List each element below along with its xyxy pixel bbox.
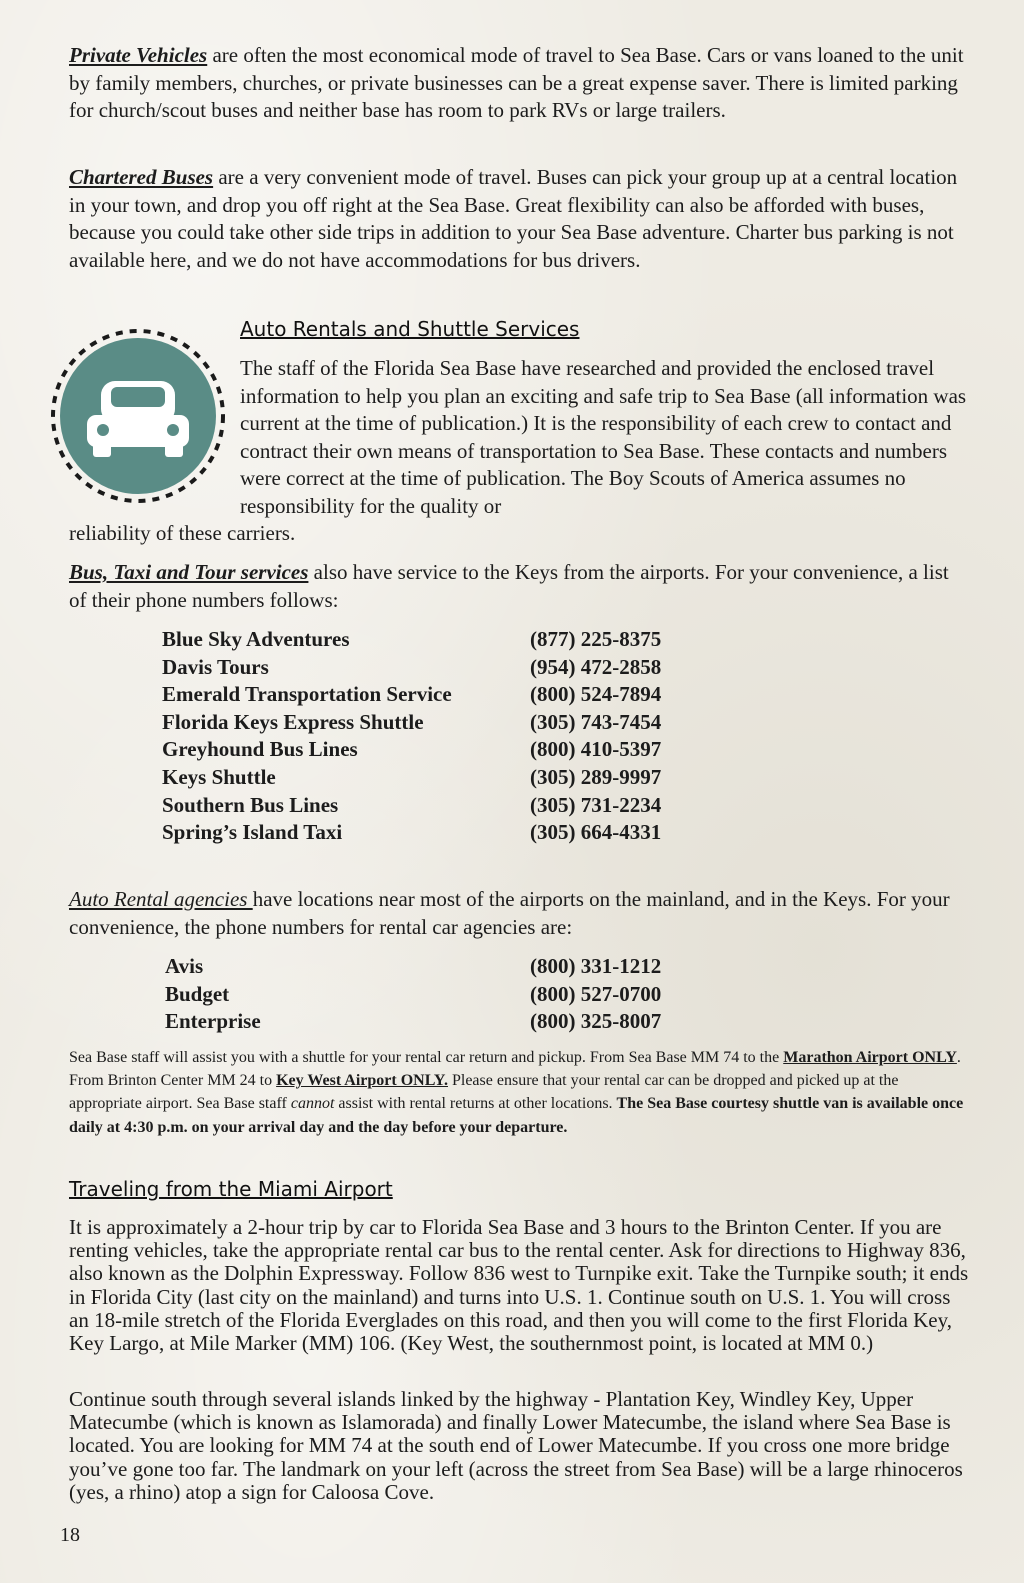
auto-rentals-paragraph: The staff of the Florida Sea Base have researched and provided the enclosed travel information to help you plan an exciting and safe trip to Sea Base (all information was current at the time of publication.) It is the responsibility of each crew to contact and contract their own means of transportation to Sea Base. These contacts and numbers were correct at the time of publication. The Boy Scouts of America assumes no responsibility for the quality or: [240, 356, 967, 518]
contact-name: Davis Tours: [162, 654, 269, 679]
auto-rental-agencies-lead: Auto Rental agencies: [69, 887, 253, 911]
bus-taxi-contact-list: [162, 626, 722, 847]
contact-name: Emerald Transportation Service: [162, 682, 452, 707]
shuttle-note-text: . From Brinton Center MM 24 to: [69, 1049, 961, 1090]
agency-phone: (800) 325-8007: [530, 1009, 662, 1034]
contact-phone: (954) 472-2858: [530, 654, 662, 679]
contact-name: Southern Bus Lines: [162, 792, 339, 817]
miami-heading: Traveling from the Miami Airport: [69, 1177, 393, 1201]
rental-agency-list: [165, 953, 725, 1036]
agency-row: [165, 981, 725, 1009]
auto-rentals-paragraph-end: reliability of these carriers.: [69, 521, 296, 545]
contact-phone: (800) 410-5397: [530, 737, 662, 762]
contact-row: [162, 819, 722, 847]
private-vehicles-paragraph: [69, 42, 969, 125]
bus-taxi-lead: Bus, Taxi and Tour services: [69, 560, 309, 584]
contact-phone: (305) 289-9997: [530, 764, 662, 789]
shuttle-note: [69, 1046, 964, 1139]
bus-taxi-paragraph: [69, 559, 969, 614]
contact-phone: (800) 524-7894: [530, 682, 662, 707]
agency-name: Enterprise: [165, 1009, 261, 1034]
private-vehicles-text: are often the most economical mode of travel to Sea Base. Cars or vans loaned to the unit by family members, churches, or private businesses can be a great expense saver. There is limited parking for church/scout buses and neither base has room to park RVs or large trailers.: [69, 43, 964, 123]
contact-row: [162, 654, 722, 682]
contact-row: [162, 626, 722, 654]
agency-row: [165, 953, 725, 981]
contact-row: [162, 681, 722, 709]
auto-rental-agencies-paragraph: [69, 886, 969, 941]
contact-phone: (305) 731-2234: [530, 792, 662, 817]
contact-row: [162, 792, 722, 820]
contact-name: Spring’s Island Taxi: [162, 820, 343, 845]
agency-row: [165, 1008, 725, 1036]
page-number: 18: [60, 1524, 80, 1546]
contact-name: Blue Sky Adventures: [162, 627, 350, 651]
chartered-buses-paragraph: [69, 164, 969, 274]
auto-rentals-heading: Auto Rentals and Shuttle Services: [240, 317, 580, 341]
cannot-emphasis: cannot: [290, 1095, 335, 1113]
chartered-buses-lead: Chartered Buses: [69, 165, 214, 189]
key-west-airport-label: Key West Airport ONLY.: [276, 1072, 448, 1090]
agency-phone: (800) 527-0700: [530, 981, 662, 1006]
shuttle-note-text: Sea Base staff will assist you with a shuttle for your rental car return and pickup. From Sea Base MM 74 to the: [69, 1049, 784, 1066]
contact-name: Florida Keys Express Shuttle: [162, 709, 424, 734]
contact-row: [162, 736, 722, 764]
private-vehicles-lead: Private Vehicles: [69, 43, 208, 67]
agency-phone: (800) 331-1212: [530, 954, 662, 978]
miami-directions-paragraph-2: Continue south through several islands linked by the highway - Plantation Key, Windley Key, Upper Matecumbe (which is known as Islamorada) and finally Lower Matecumbe, the island where Sea Base is located. You are looking for MM 74 at the south end of Lower Matecumbe. If you cross one more bridge you’ve gone too far. The landmark on your left (across the street from Sea Base) will be a large rhinoceros (yes, a rhino) atop a sign for Caloosa Cove.: [69, 1387, 963, 1504]
car-icon: [45, 323, 231, 509]
contact-phone: (305) 743-7454: [530, 709, 662, 734]
shuttle-note-text: assist with rental returns at other locations.: [334, 1095, 617, 1113]
contact-name: Keys Shuttle: [162, 764, 276, 789]
chartered-buses-text: are a very convenient mode of travel. Buses can pick your group up at a central location in your town, and drop you off right at the Sea Base. Great flexibility can also be afforded with buses, because you could take other side trips in addition to your Sea Base adventure. Charter bus parking is not available here, and we do not have accommodations for bus drivers.: [69, 165, 958, 272]
contact-row: [162, 709, 722, 737]
contact-row: [162, 764, 722, 792]
agency-name: Avis: [165, 954, 204, 978]
auto-rental-agencies-text: have locations near most of the airports on the mainland, and in the Keys. For your convenience, the phone numbers for rental car agencies are:: [69, 887, 950, 939]
shuttle-note-text: Please ensure that your rental car can be dropped and picked up at the appropriate airport. Sea Base staff: [69, 1072, 899, 1113]
contact-phone: (877) 225-8375: [530, 627, 662, 651]
marathon-airport-label: Marathon Airport ONLY: [783, 1049, 957, 1066]
contact-phone: (305) 664-4331: [530, 820, 662, 845]
contact-name: Greyhound Bus Lines: [162, 737, 358, 762]
bus-taxi-text: also have service to the Keys from the airports. For your convenience, a list of their phone numbers follows:: [69, 560, 949, 612]
agency-name: Budget: [165, 981, 230, 1006]
miami-directions-paragraph-1: It is approximately a 2-hour trip by car to Florida Sea Base and 3 hours to the Brinton Center. If you are renting vehicles, take the appropriate rental car bus to the rental center. Ask for directions to Highway 836, also known as the Dolphin Expressway. Follow 836 west to Turnpike exit. Take the Turnpike south; it ends in Florida City (last city on the mainland) and turns into U.S. 1. Continue south on U.S. 1. You will cross an 18-mile stretch of the Florida Everglades on this road, and then you will come to the first Florida Key, Key Largo, at Mile Marker (MM) 106. (Key West, the southernmost point, is located at MM 0.): [69, 1215, 969, 1356]
shuttle-schedule-note: The Sea Base courtesy shuttle van is available once daily at 4:30 p.m. on your arrival day and the day before your departure.: [69, 1095, 964, 1136]
